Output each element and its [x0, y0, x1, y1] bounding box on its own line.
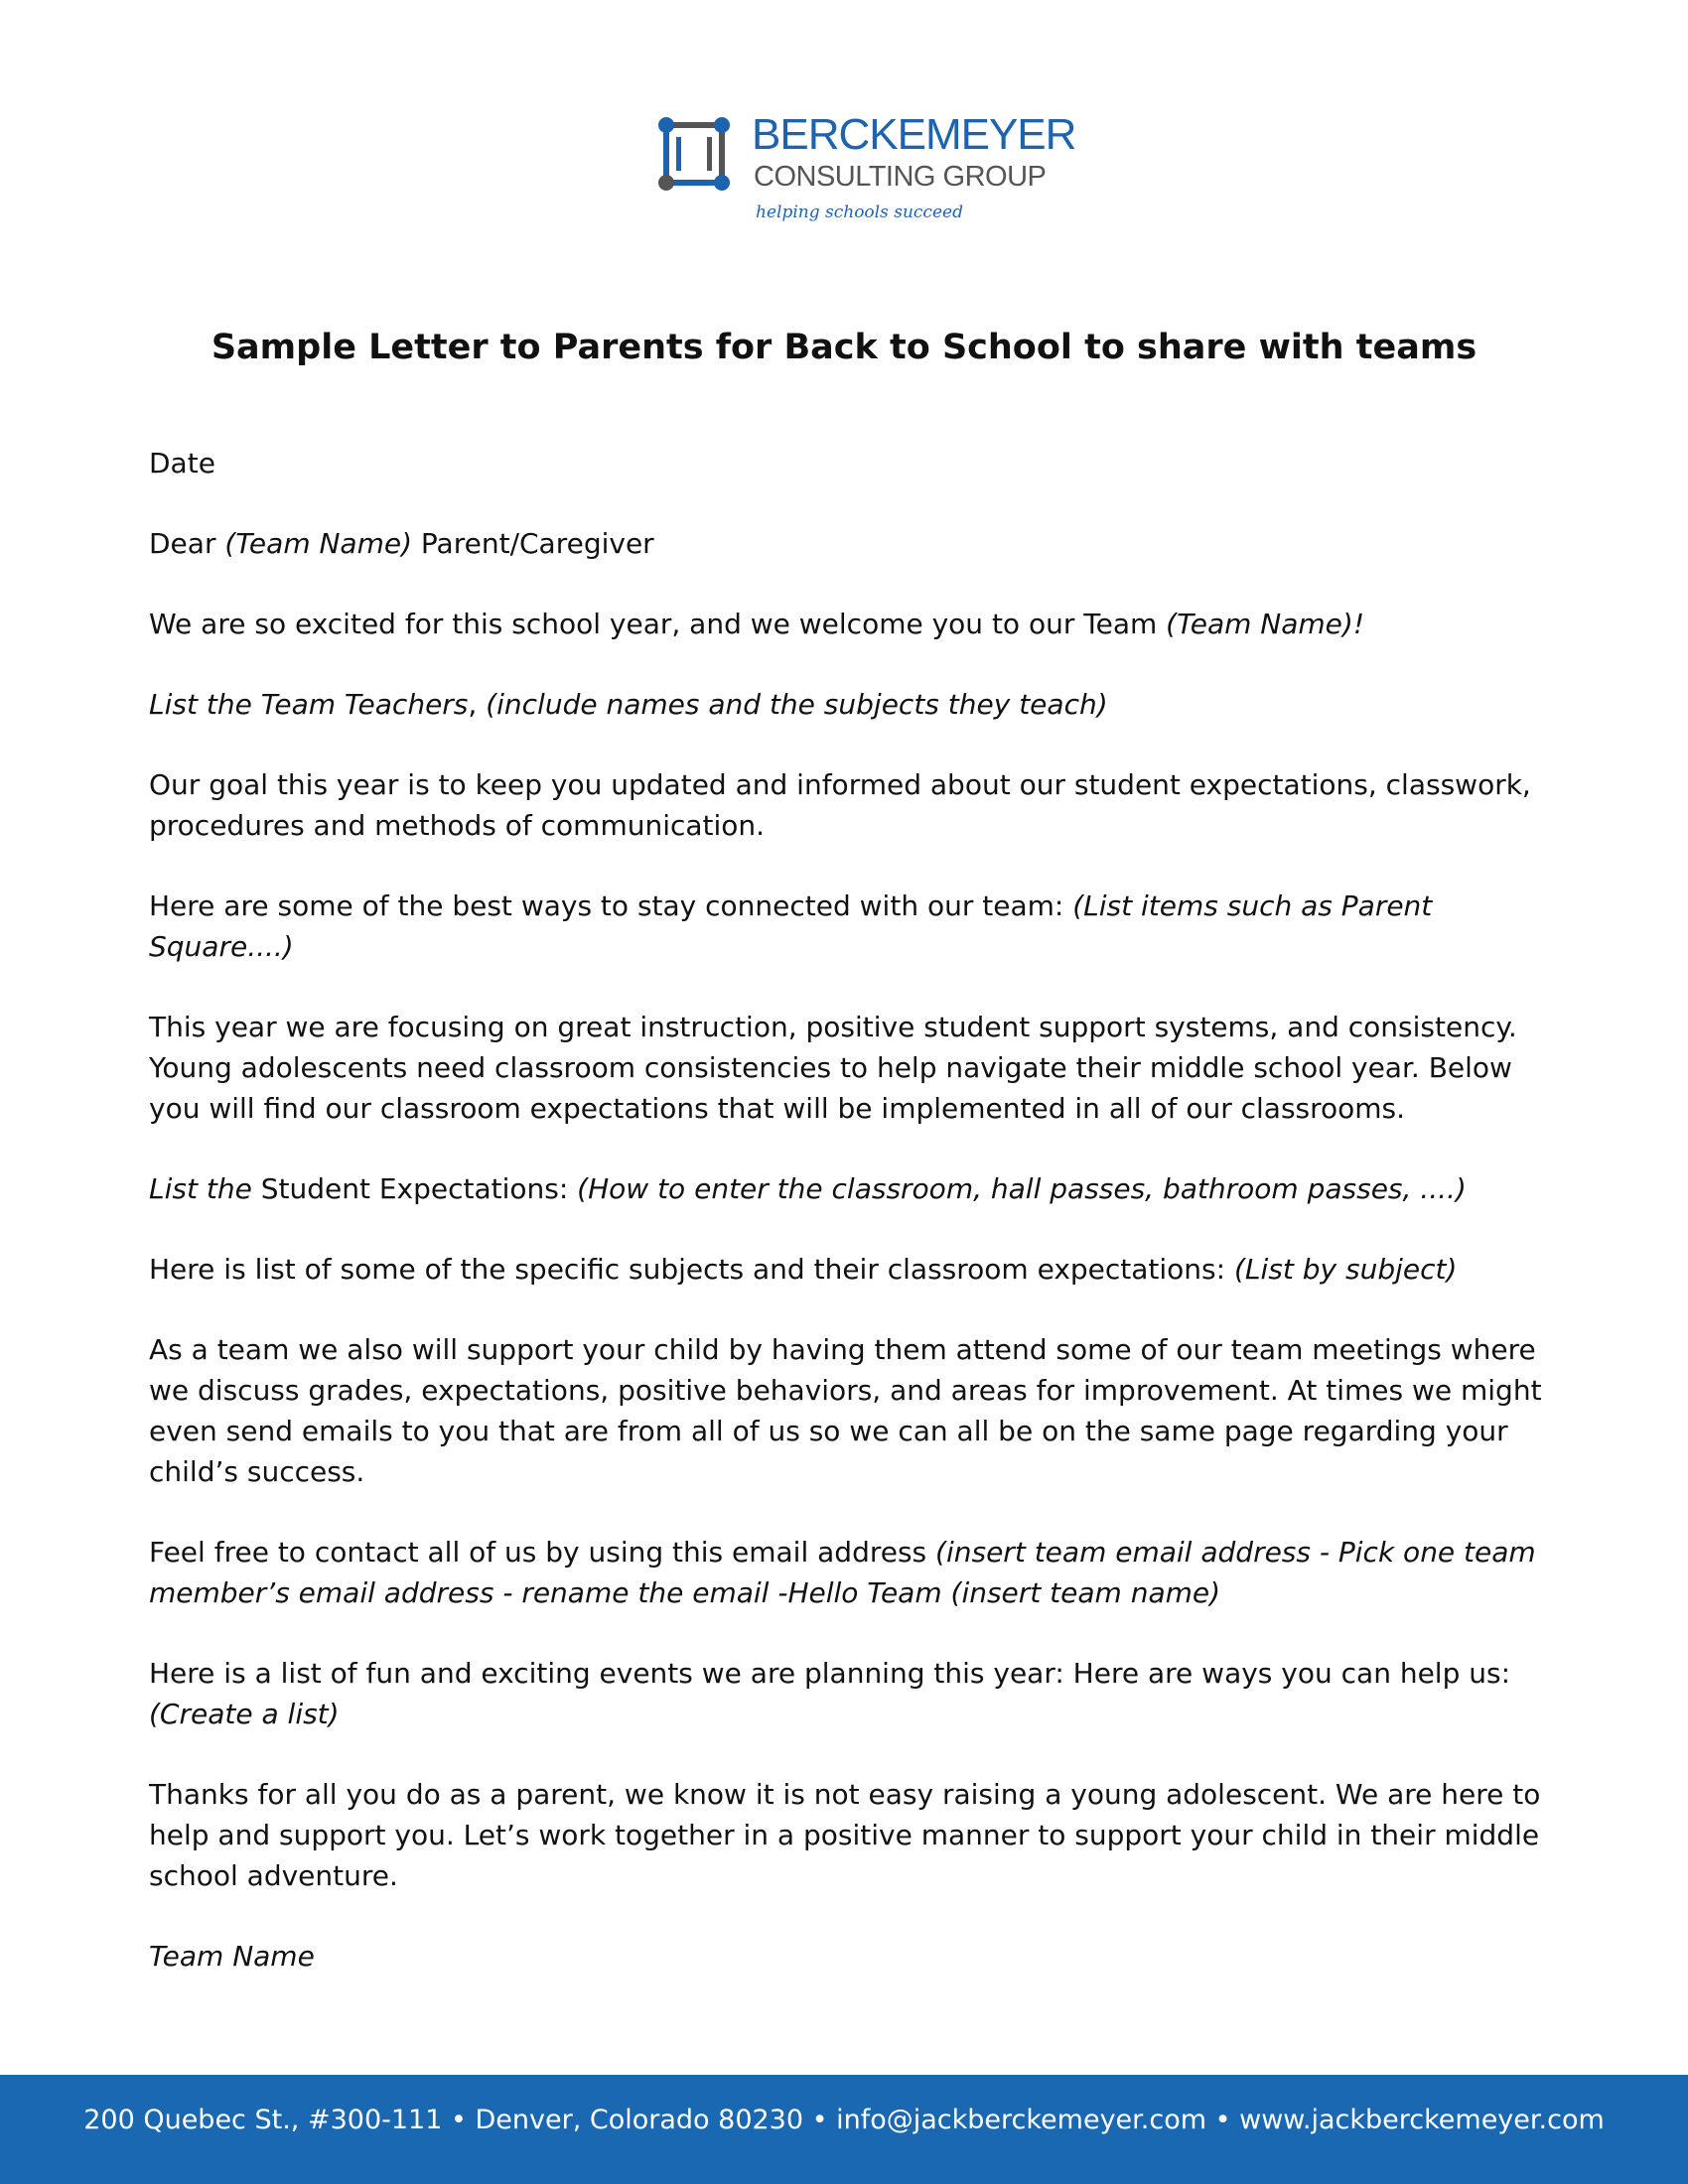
teachers-comma: , [468, 688, 478, 721]
focus-paragraph: This year we are focusing on great instruction, positive student support systems, and consistency. Young adolescents need classroom consistencies to help navigate their middle school year. Below you will find our classroom expectations that will be implemented in all of our classrooms. [149, 1011, 1517, 1125]
subjects-note: (List by subject) [1233, 1253, 1458, 1286]
greeting-suffix: Parent/Caregiver [412, 527, 654, 560]
footer-contact-info: 200 Quebec St., #300-111 • Denver, Colorado 80230 • info@jackberckemeyer.com • www.jackberckemeyer.com [83, 2105, 1605, 2135]
greeting-team-name: (Team Name) [224, 527, 413, 560]
contact-text: Feel free to contact all of us by using this email address [149, 1536, 936, 1569]
expectations-text: Student Expectations: [251, 1172, 578, 1205]
contact-note: (insert team email address - Pick one team member’s email address - rename the email -Hello Team (insert team name) [149, 1536, 1536, 1609]
logo-name-line1: BERCKEMEYER [752, 110, 1076, 159]
company-logo [656, 110, 1076, 228]
letter-greeting [149, 523, 1559, 564]
connect-text: Here are some of the best ways to stay connected with our team: [149, 889, 1073, 922]
events-note: (Create a list) [149, 1698, 340, 1730]
logo-mark-icon [656, 115, 732, 193]
teachers-note: (include names and the subjects they teach) [477, 688, 1108, 721]
welcome-text: We are so excited for this school year, and we welcome you to our Team [149, 608, 1167, 640]
greeting-prefix: Dear [149, 527, 225, 560]
contact-paragraph [149, 1532, 1559, 1613]
support-paragraph: As a team we also will support your child by having them attend some of our team meetings where we discuss grades, expectations, positive behaviors, and areas for improvement. At times we might even send emails to you that are from all of us so we can all be on the same page regarding your child’s success. [149, 1333, 1542, 1488]
letter-body [149, 443, 1559, 1977]
letter-date: Date [149, 447, 215, 479]
teachers-text: List the Team Teachers [149, 688, 469, 721]
footer-bar [0, 2075, 1688, 2184]
events-paragraph [149, 1653, 1559, 1734]
subjects-text: Here is list of some of the specific subjects and their classroom expectations: [149, 1253, 1234, 1286]
expectations-note: (How to enter the classroom, hall passes, bathroom passes, ....) [577, 1172, 1467, 1205]
connect-paragraph [149, 886, 1559, 967]
teachers-paragraph [149, 684, 1559, 725]
letter-signature: Team Name [149, 1940, 315, 1973]
welcome-team-name: (Team Name)! [1166, 608, 1365, 640]
subjects-paragraph [149, 1249, 1559, 1290]
goal-paragraph: Our goal this year is to keep you updated and informed about our student expectations, classwork, procedures and methods of communication. [149, 768, 1531, 842]
welcome-paragraph [149, 604, 1559, 644]
events-text: Here is a list of fun and exciting events we are planning this year: Here are ways you can help us: [149, 1657, 1511, 1690]
logo-name-line2: CONSULTING GROUP [754, 161, 1047, 193]
connect-note: (List items such as Parent Square....) [149, 889, 1433, 963]
expectations-prefix: List the [149, 1172, 252, 1205]
expectations-paragraph [149, 1168, 1559, 1209]
thanks-paragraph: Thanks for all you do as a parent, we know it is not easy raising a young adolescent. We are here to help and support you. Let’s work together in a positive manner to support your child in their middle school adventure. [149, 1778, 1541, 1892]
logo-tagline: helping schools succeed [756, 203, 963, 222]
document-title: Sample Letter to Parents for Back to School to share with teams [211, 328, 1477, 368]
